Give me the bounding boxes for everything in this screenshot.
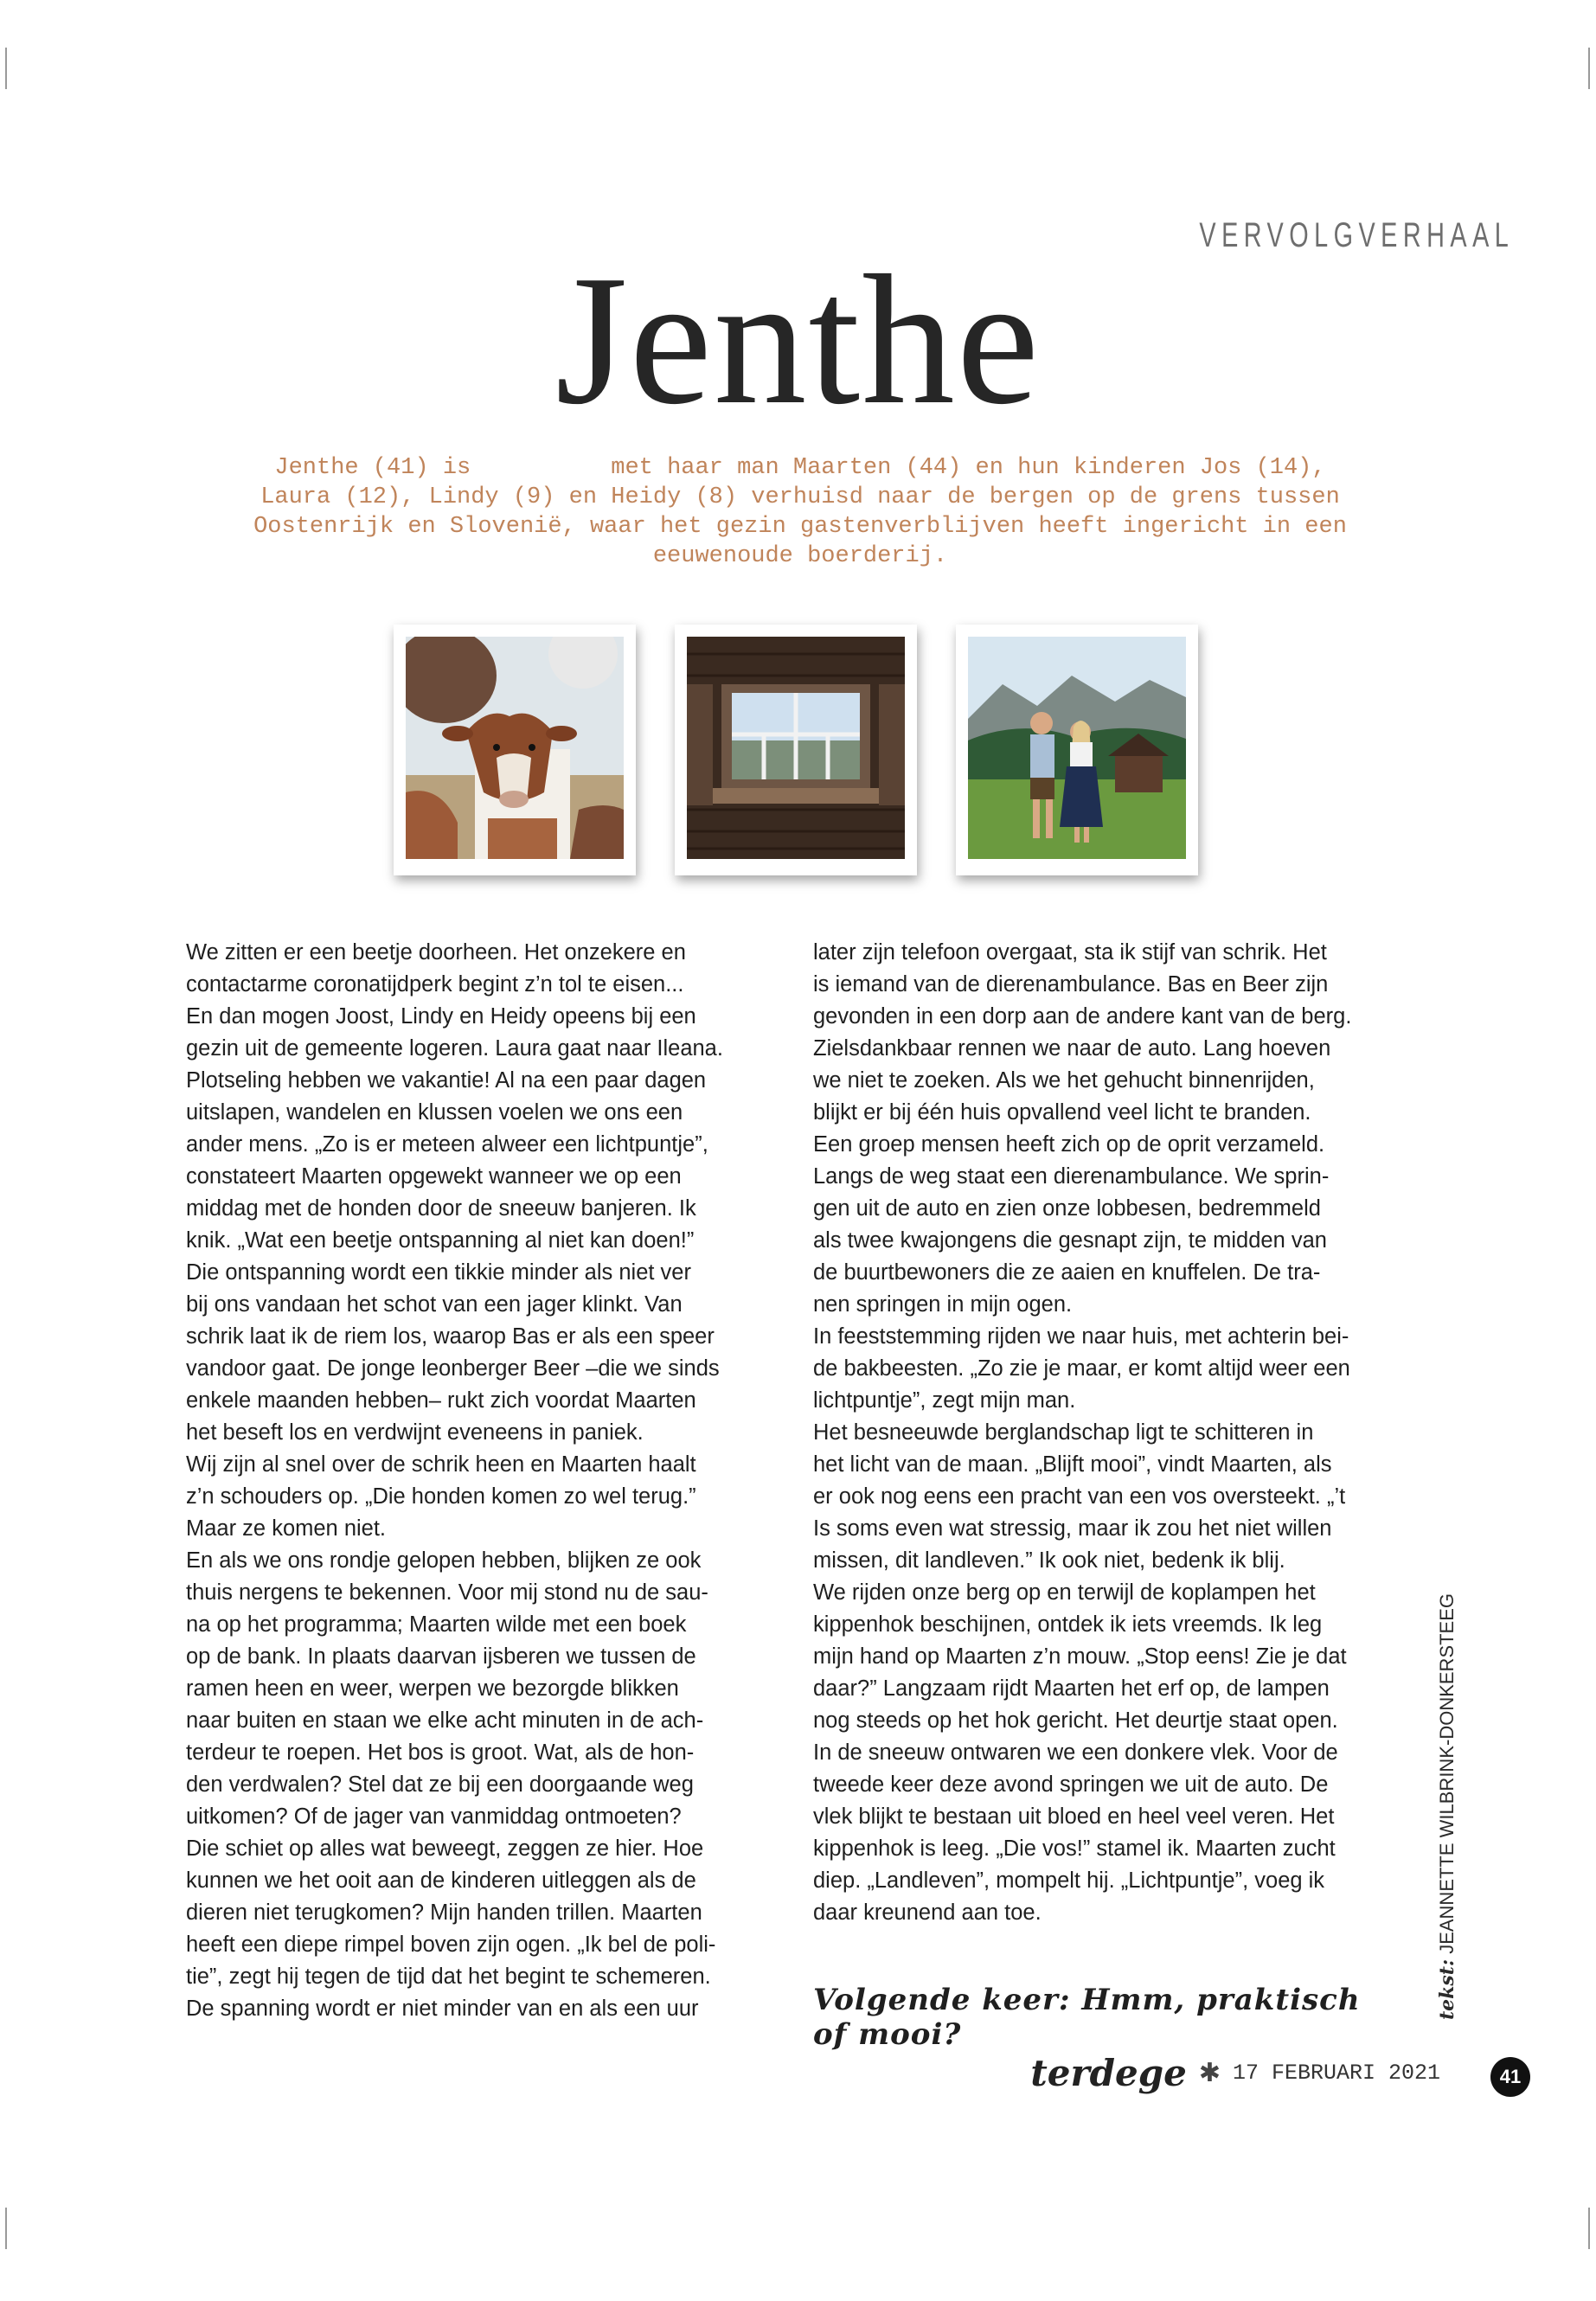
- body-line: den verdwalen? Stel dat ze bij een doorgaande weg: [186, 1772, 694, 1797]
- cow-photo-icon: [406, 637, 624, 859]
- body-line: Een groep mensen heeft zich op de oprit verzameld.: [813, 1132, 1325, 1157]
- body-line: de buurtbewoners die ze aaien en knuffelen. De tra-: [813, 1260, 1321, 1285]
- body-line: tie”, zegt hij tegen de tijd dat het begint te schemeren.: [186, 1965, 711, 1989]
- page-number: 41: [1490, 2057, 1530, 2097]
- body-line: tweede keer deze avond springen we uit de auto. De: [813, 1772, 1329, 1797]
- body-line: daar kreunend aan toe.: [813, 1900, 1042, 1925]
- intro-line: Oostenrijk en Slovenië, waar het gezin gastenverblijven heeft ingericht in een: [253, 514, 1347, 540]
- body-line: later zijn telefoon overgaat, sta ik stijf van schrik. Het: [813, 940, 1327, 965]
- body-line: Plotseling hebben we vakantie! Al na een paar dagen: [186, 1068, 707, 1093]
- body-line: kunnen we het ooit aan de kinderen uitleggen als de: [186, 1868, 696, 1893]
- body-line: uitkomen? Of de jager van vanmiddag ontmoeten?: [186, 1804, 682, 1829]
- body-line: heeft een diepe rimpel boven zijn ogen. „Ik bel de poli-: [186, 1932, 716, 1957]
- couple-photo: [956, 625, 1198, 875]
- body-line: Het besneeuwde berglandschap ligt te schitteren in: [813, 1420, 1314, 1445]
- body-line: enkele maanden hebben– rukt zich voordat Maarten: [186, 1388, 696, 1413]
- body-line: Wij zijn al snel over de schrik heen en Maarten haalt: [186, 1452, 696, 1477]
- body-line: missen, dit landleven.” Ik ook niet, bedenk ik blij.: [813, 1548, 1285, 1573]
- body-line: z’n schouders op. „Die honden komen zo wel terug.”: [186, 1484, 696, 1509]
- intro-line: Jenthe (41) is met haar man Maarten (44) en hun kinderen Jos (14),: [274, 455, 1326, 481]
- body-line: diep. „Landleven”, mompelt hij. „Lichtpuntje”, voeg ik: [813, 1868, 1325, 1893]
- body-line: nog steeds op het hok gericht. Het deurtje staat open.: [813, 1708, 1338, 1733]
- body-line: middag met de honden door de sneeuw banjeren. Ik: [186, 1196, 696, 1221]
- body-line: op de bank. In plaats daarvan ijsberen we tussen de: [186, 1644, 696, 1669]
- body-line: het licht van de maan. „Blijft mooi”, vindt Maarten, als: [813, 1452, 1332, 1477]
- body-line: na op het programma; Maarten wilde met een boek: [186, 1612, 687, 1637]
- body-line: als twee kwajongens die gesnapt zijn, te midden van: [813, 1228, 1327, 1253]
- body-line: blijkt er bij één huis opvallend veel licht te branden.: [813, 1100, 1311, 1125]
- body-line: bij ons vandaan het schot van een jager klinkt. Van: [186, 1292, 683, 1317]
- body-line: terdeur te roepen. Het bos is groot. Wat, als de hon-: [186, 1740, 695, 1765]
- next-episode-teaser: Volgende keer: Hmm, praktisch of mooi?: [813, 1983, 1361, 2052]
- body-line: schrik laat ik de riem los, waarop Bas er als een speer: [186, 1324, 715, 1349]
- body-line: Langs de weg staat een dierenambulance. We sprin-: [813, 1164, 1330, 1189]
- intro-text: [234, 453, 1367, 571]
- credit-label: tekst:: [1436, 1958, 1458, 2020]
- body-line: vandoor gaat. De jonge leonberger Beer –die we sinds: [186, 1356, 720, 1381]
- body-line: lichtpuntje”, zegt mijn man.: [813, 1388, 1076, 1413]
- body-column-left: [186, 937, 783, 2025]
- body-line: Is soms even wat stressig, maar ik zou het niet willen: [813, 1516, 1332, 1541]
- body-line: ander mens. „Zo is er meteen alweer een lichtpuntje”,: [186, 1132, 708, 1157]
- intro-line: eeuwenoude boerderij.: [652, 543, 948, 569]
- body-line: Die ontspanning wordt een tikkie minder als niet ver: [186, 1260, 691, 1285]
- body-line: thuis nergens te bekennen. Voor mij stond nu de sau-: [186, 1580, 708, 1605]
- body-line: gen uit de auto en zien onze lobbesen, bedremmeld: [813, 1196, 1321, 1221]
- body-line: uitslapen, wandelen en klussen voelen we ons een: [186, 1100, 683, 1125]
- body-line: ramen heen en weer, werpen we bezorgde blikken: [186, 1676, 679, 1701]
- body-line: er ook nog eens een pracht van een vos oversteekt. „’t: [813, 1484, 1346, 1509]
- body-line: De spanning wordt er niet minder van en als een uur: [186, 1997, 699, 2021]
- issue-date: 17 FEBRUARI 2021: [1232, 2061, 1440, 2086]
- body-line: constateert Maarten opgewekt wanneer we op een: [186, 1164, 682, 1189]
- crop-mark-top-left: [5, 48, 7, 89]
- body-line: het beseft los en verdwijnt eveneens in paniek.: [186, 1420, 644, 1445]
- cow-photo: [394, 625, 636, 875]
- crop-mark-bottom-left: [5, 2208, 7, 2249]
- crop-mark-top-right: [1588, 48, 1590, 89]
- body-line: contactarme coronatijdperk begint z’n tol te eisen...: [186, 972, 684, 997]
- body-line: In de sneeuw ontwaren we een donkere vlek. Voor de: [813, 1740, 1338, 1765]
- body-column-right: [813, 937, 1410, 1929]
- body-line: we niet te zoeken. Als we het gehucht binnenrijden,: [813, 1068, 1315, 1093]
- window-photo: [675, 625, 917, 875]
- body-line: En als we ons rondje gelopen hebben, blijken ze ook: [186, 1548, 702, 1573]
- body-line: dieren niet terugkomen? Mijn handen trillen. Maarten: [186, 1900, 702, 1925]
- body-line: gevonden in een dorp aan de andere kant van de berg.: [813, 1004, 1352, 1029]
- body-line: kippenhok beschijnen, ontdek ik iets vreemds. Ik leg: [813, 1612, 1323, 1637]
- body-line: nen springen in mijn ogen.: [813, 1292, 1073, 1317]
- window-photo-icon: [687, 637, 905, 859]
- body-line: We zitten er een beetje doorheen. Het onzekere en: [186, 940, 686, 965]
- body-line: En dan mogen Joost, Lindy en Heidy opeens bij een: [186, 1004, 696, 1029]
- author-credit-text: [1436, 1593, 1471, 2020]
- body-line: daar?” Langzaam rijdt Maarten het erf op, de lampen: [813, 1676, 1330, 1701]
- body-line: knik. „Wat een beetje ontspanning al niet kan doen!”: [186, 1228, 695, 1253]
- body-line: mijn hand op Maarten z’n mouw. „Stop eens! Zie je dat: [813, 1644, 1347, 1669]
- body-line: naar buiten en staan we elke acht minuten in de ach-: [186, 1708, 704, 1733]
- body-line: Maar ze komen niet.: [186, 1516, 387, 1541]
- body-line: de bakbeesten. „Zo zie je maar, er komt altijd weer een: [813, 1356, 1350, 1381]
- body-line: We rijden onze berg op en terwijl de koplampen het: [813, 1580, 1316, 1605]
- body-line: gezin uit de gemeente logeren. Laura gaat naar Ileana.: [186, 1036, 723, 1061]
- credit-author: JEANNETTE WILBRINK-DONKERSTEEG: [1436, 1593, 1458, 1959]
- body-line: vlek blijkt te bestaan uit bloed en heel veel veren. Het: [813, 1804, 1335, 1829]
- page-title: Jenthe: [554, 236, 1042, 443]
- body-line: kippenhok is leeg. „Die vos!” stamel ik. Maarten zucht: [813, 1836, 1336, 1861]
- body-line: is iemand van de dierenambulance. Bas en Beer zijn: [813, 972, 1329, 997]
- body-line: Die schiet op alles wat beweegt, zeggen ze hier. Hoe: [186, 1836, 704, 1861]
- magazine-name: terdege: [1030, 2052, 1187, 2094]
- crop-mark-bottom-right: [1588, 2208, 1590, 2249]
- body-line: In feeststemming rijden we naar huis, met achterin bei-: [813, 1324, 1349, 1349]
- page-footer: [1030, 2052, 1440, 2094]
- body-line: Zielsdankbaar rennen we naar de auto. Lang hoeven: [813, 1036, 1331, 1061]
- couple-photo-icon: [968, 637, 1186, 859]
- intro-line: Laura (12), Lindy (9) en Heidy (8) verhuisd naar de bergen op de grens tussen: [260, 484, 1340, 510]
- section-label: VERVOLGVERHAAL: [1199, 216, 1515, 254]
- asterisk-icon: ✱: [1198, 2059, 1221, 2087]
